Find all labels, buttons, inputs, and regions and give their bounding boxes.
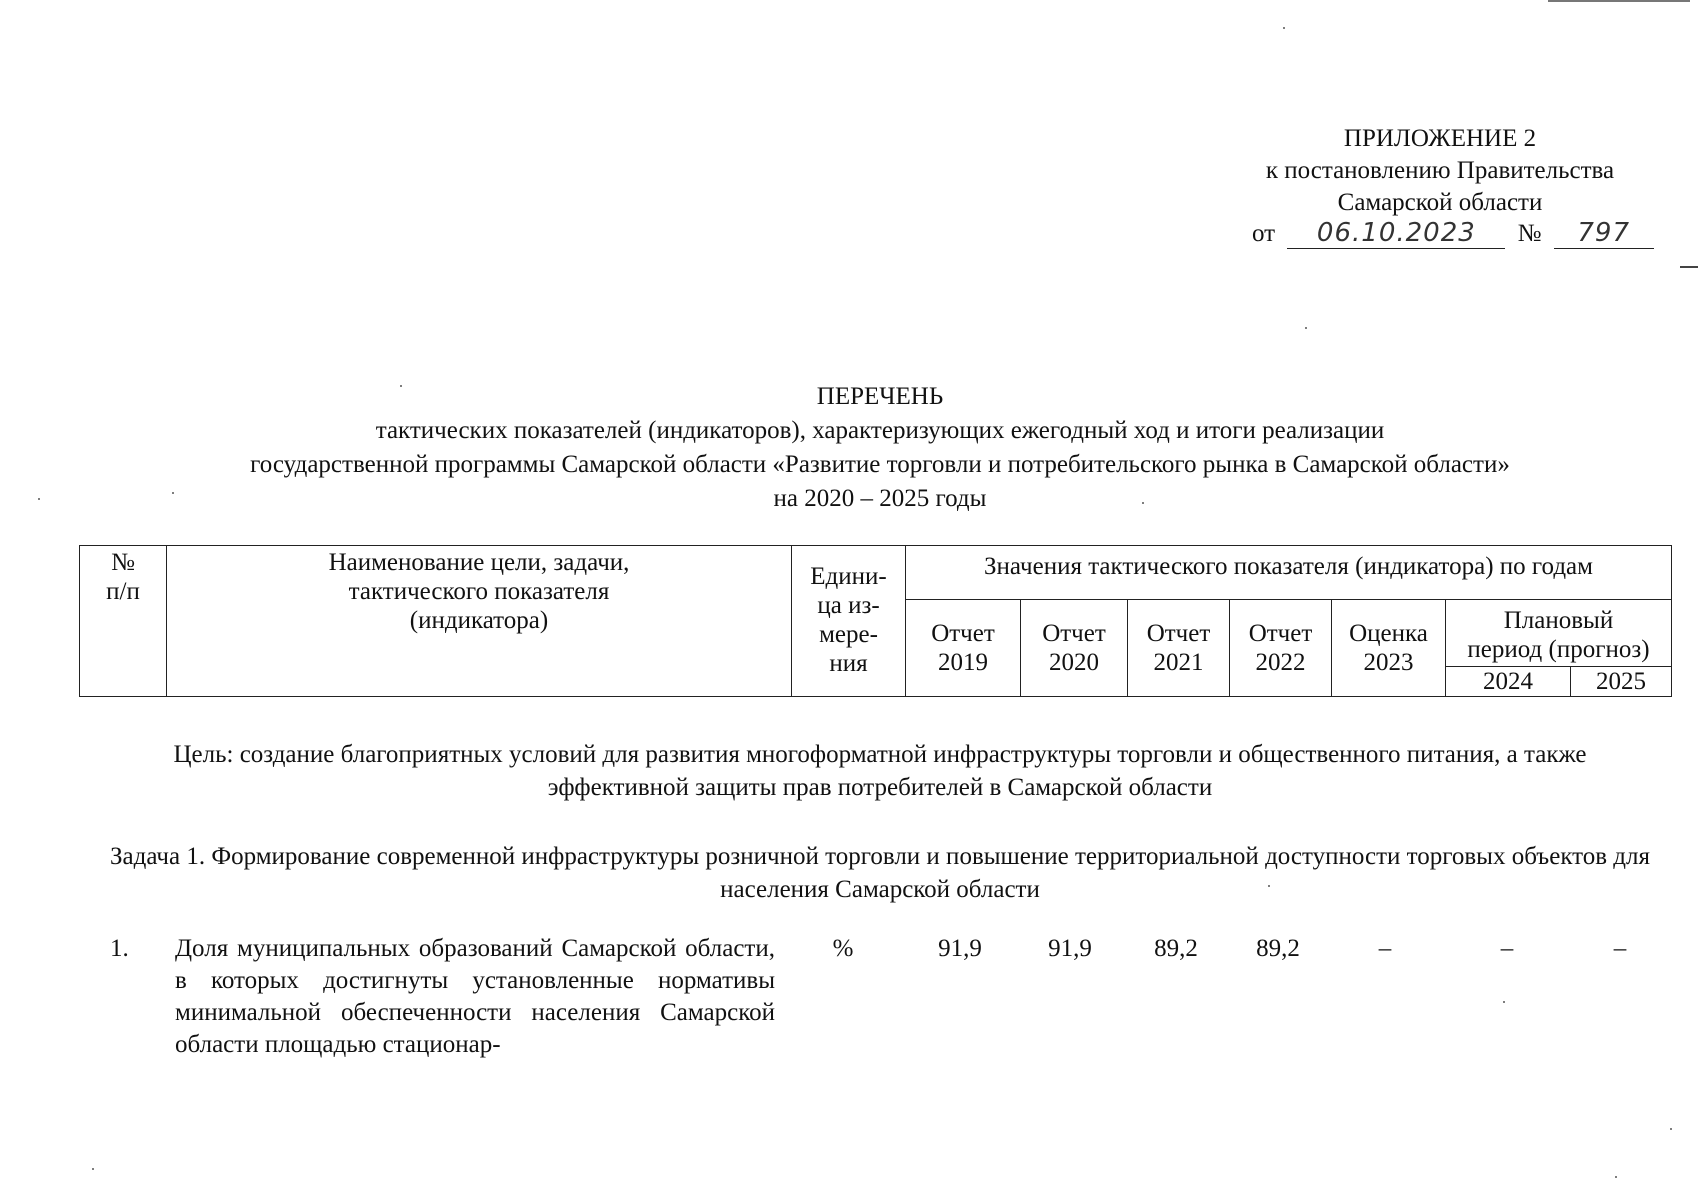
header-year-2019: Отчет 2019: [906, 600, 1021, 697]
row-1-value-2024: –: [1500, 935, 1514, 962]
scan-speck: [1615, 1176, 1617, 1178]
appendix-block: [1180, 123, 1700, 219]
number-sign: №: [1517, 220, 1542, 247]
header-plan-group: Плановый период (прогноз): [1446, 600, 1672, 667]
handwritten-number: 797: [1554, 218, 1654, 249]
scan-speck: [1670, 1128, 1672, 1130]
header-unit: Едини- ца из- мере- ния: [792, 546, 906, 697]
header-plan-2025: 2025: [1571, 667, 1672, 697]
appendix-title: ПРИЛОЖЕНИЕ 2: [1343, 125, 1537, 152]
header-values-group: Значения тактического показателя (индикатора) по годам: [906, 546, 1672, 600]
scan-speck: [92, 1168, 94, 1170]
scan-speck: [38, 498, 40, 500]
header-name: Наименование цели, задачи, тактического показателя (индикатора): [167, 546, 792, 697]
row-1-value-2020: 91,9: [1048, 935, 1092, 962]
appendix-line-3: Самарской области: [1337, 189, 1543, 216]
appendix-date-row: [1252, 218, 1654, 250]
row-1-value-2021: 89,2: [1154, 935, 1198, 962]
handwritten-date: 06.10.2023: [1287, 218, 1505, 249]
row-1-value-2019: 91,9: [938, 935, 982, 962]
scan-speck: [1283, 27, 1285, 29]
header-year-2023: Оценка 2023: [1332, 600, 1446, 697]
row-1-number: 1.: [110, 935, 129, 962]
scan-artifact-line: [1548, 0, 1690, 2]
row-1-unit: %: [832, 935, 854, 962]
header-year-2020: Отчет 2020: [1021, 600, 1128, 697]
date-prefix: от: [1252, 220, 1276, 247]
goal-statement: Цель: создание благоприятных условий для развития многоформатной инфраструктуры торговли и общественного питания, а также эффективной защиты прав потребителей в Самарской области: [173, 741, 1587, 801]
header-year-2022: Отчет 2022: [1230, 600, 1332, 697]
document-heading: [100, 380, 1660, 516]
heading-line-3: на 2020 – 2025 годы: [773, 485, 987, 512]
header-plan-2024: 2024: [1446, 667, 1571, 697]
heading-line-2: государственной программы Самарской области «Развитие торговли и потребительского рынка в Самарской области»: [250, 451, 1510, 478]
scan-speck: [1503, 1001, 1505, 1003]
scan-speck: [1305, 327, 1307, 329]
header-num: № п/п: [80, 546, 167, 697]
header-year-2021: Отчет 2021: [1128, 600, 1230, 697]
row-1-value-2022: 89,2: [1256, 935, 1300, 962]
heading-line-1: тактических показателей (индикаторов), характеризующих ежегодный ход и итоги реализации: [375, 417, 1385, 444]
row-1-indicator-name: Доля муниципальных образований Самарской области, в которых достигнуты установленные нормативы минимальной обеспеченности населения Самарской области площадью стационар-: [175, 935, 775, 1058]
heading-title: ПЕРЕЧЕНЬ: [816, 383, 944, 410]
scan-artifact-dash: [1680, 266, 1698, 268]
row-1-value-2025: –: [1613, 935, 1627, 962]
row-1-value-2023: –: [1378, 935, 1392, 962]
appendix-line-2: к постановлению Правительства: [1265, 157, 1615, 184]
task-statement: Задача 1. Формирование современной инфраструктуры розничной торговли и повышение территориальной доступности торговых объектов для населения Самарской области: [110, 843, 1650, 903]
indicators-header-table: [79, 545, 1672, 697]
